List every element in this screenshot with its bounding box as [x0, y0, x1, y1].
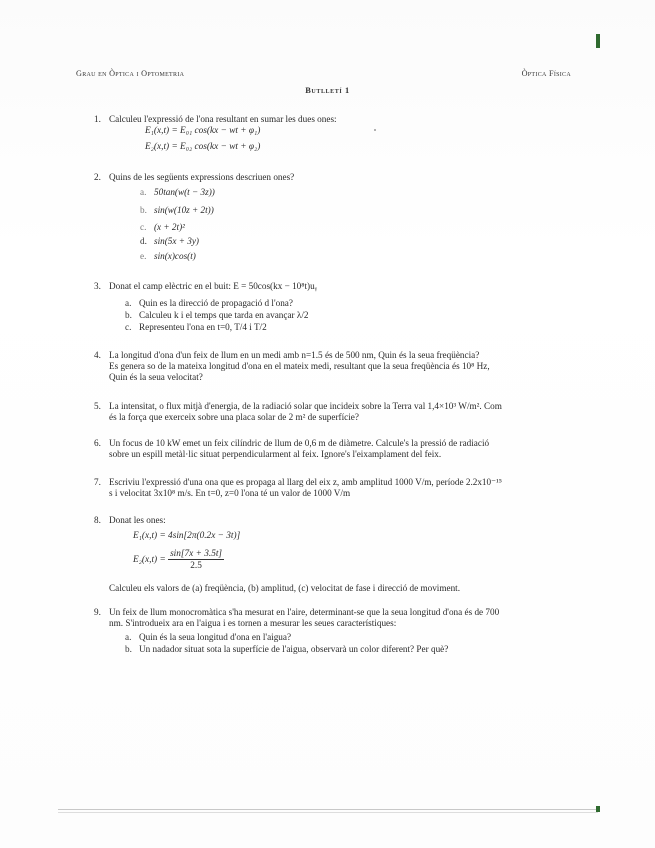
question-line-1: La intensitat, o flux mitjà d'energia, de la radiació solar que incideix sobre la Terra val 1,4×10³ W/m². Com [109, 401, 502, 411]
q3-item-a [125, 298, 293, 310]
question-text: Donat el camp elèctric en el buit: E = 50cos(kx − 10⁸t)uᵧ [109, 281, 318, 291]
scan-bottom-rule-2 [58, 812, 598, 813]
question-number: 2. [94, 172, 101, 182]
question-text: Calculeu l'expressió de l'ona resultant en sumar les dues ones: [109, 114, 337, 124]
page-title: Butlletí 1 [305, 86, 350, 95]
fraction-denominator: 2.5 [190, 561, 202, 571]
eq-lhs: E₂(x,t) = [133, 555, 166, 566]
item-expression: sin(5x + 3y) [154, 236, 199, 246]
item-label: b. [125, 644, 132, 654]
item-text: Un nadador situat sota la superfície de l'aigua, observarà un color diferent? Per què? [139, 644, 449, 654]
question-number: 9. [94, 607, 101, 617]
question-1 [94, 114, 584, 125]
question-line-3: Quin és la seua velocitat? [109, 372, 203, 383]
item-text: Calculeu k i el temps que tarda en avançar λ/2 [139, 310, 309, 320]
question-line-1: Escriviu l'expressió d'una ona que es propaga al llarg del eix z, amb amplitud 1000 V/m, període 2.2x10⁻¹⁵ [109, 477, 502, 487]
item-label: b. [140, 205, 147, 215]
item-label: a. [125, 298, 132, 308]
q3-item-b [125, 310, 309, 322]
question-9 [94, 607, 584, 629]
q2-item-e [140, 251, 196, 263]
question-5 [94, 401, 584, 423]
item-label: c. [125, 322, 132, 332]
question-line-2: Es genera so de la mateixa longitud d'ona en el mateix medi, resultant que la seua freqüència és 10⁸ Hz, [109, 361, 490, 372]
question-line-2: és la força que exerceix sobre una placa solar de 2 m² de superfície? [109, 412, 359, 423]
item-label: a. [140, 187, 147, 197]
question-line-1: La longitud d'ona d'un feix de llum en un medi amb n=1.5 és de 500 nm, Quin és la seua freqüència? [109, 350, 480, 360]
question-4 [94, 350, 584, 384]
question-text: Donat les ones: [109, 515, 166, 525]
q1-equation-1: E₁(x,t) = E₀₁ cos(kx − wt + φ₁) [145, 126, 261, 136]
question-8 [94, 515, 584, 526]
item-text: Quin és la seua longitud d'ona en l'aigua? [139, 632, 292, 642]
scan-edge-mark-bottom [596, 806, 600, 812]
item-text: Representeu l'ona en t=0, T/4 i T/2 [139, 322, 267, 332]
question-line-2: nm. S'introdueix ara en l'aigua i es tornen a mesurar les seues característiques: [109, 618, 397, 629]
item-label: d. [140, 236, 147, 246]
question-number: 4. [94, 350, 101, 360]
header-course: Òptica Física [521, 69, 571, 78]
item-expression: (x + 2t)² [154, 222, 185, 232]
q3-item-c [125, 322, 267, 334]
item-label: c. [140, 222, 147, 232]
fraction-numerator: sin[7x + 3.5t] [170, 549, 223, 559]
scan-bottom-rule [58, 809, 598, 810]
item-expression: sin(x)cos(t) [154, 251, 196, 261]
question-line-2: s i velocitat 3x10⁸ m/s. En t=0, z=0 l'ona té un valor de 1000 V/m [109, 488, 351, 499]
question-3 [94, 281, 584, 292]
q9-item-a [125, 632, 291, 644]
q2-item-a [140, 187, 215, 199]
q2-item-c [140, 222, 185, 234]
question-6 [94, 438, 584, 460]
question-number: 1. [94, 114, 101, 124]
q2-item-b [140, 205, 214, 217]
item-expression: sin(w(10z + 2t)) [154, 205, 214, 215]
header-degree: Grau en Òptica i Optometria [76, 69, 185, 78]
q8-equation-1: E₁(x,t) = 4sin[2π(0.2x − 3t)] [133, 531, 241, 541]
question-2 [94, 172, 584, 183]
question-text: Quins de les següents expressions descriuen ones? [109, 172, 295, 182]
question-number: 8. [94, 515, 101, 525]
question-line-1: Un feix de llum monocromàtica s'ha mesurat en l'aire, determinant-se que la seua longitud d'ona és de 700 [109, 607, 500, 617]
question-number: 3. [94, 281, 101, 291]
scan-edge-mark [596, 34, 600, 48]
q2-item-d [140, 236, 199, 248]
item-label: b. [125, 310, 132, 320]
question-7 [94, 477, 584, 499]
question-line-1: Un focus de 10 kW emet un feix cilíndric de llum de 0,6 m de diàmetre. Calcule's la pressió de radiació [109, 438, 490, 448]
question-number: 6. [94, 438, 101, 448]
q1-equation-2: E₂(x,t) = E₀₂ cos(kx − wt + φ₂) [145, 142, 261, 152]
q9-item-b [125, 644, 448, 656]
item-text: Quin es la direcció de propagació d l'ona? [139, 298, 293, 308]
item-label: e. [140, 251, 147, 261]
fraction [168, 549, 224, 571]
question-text: Calculeu els valors de (a) freqüència, (b) amplitud, (c) velocitat de fase i direcció de moviment. [109, 583, 461, 593]
item-label: a. [125, 632, 132, 642]
question-number: 7. [94, 477, 101, 487]
item-expression: 50tan(w(t − 3z)) [154, 187, 215, 197]
scan-speck [374, 129, 376, 131]
q8-closing [94, 583, 584, 594]
question-line-2: sobre un espill metàl·lic situat perpendicularment al feix. Ignore's l'eixamplament del feix. [109, 449, 442, 460]
q8-equation-2 [133, 549, 224, 571]
question-number: 5. [94, 401, 101, 411]
